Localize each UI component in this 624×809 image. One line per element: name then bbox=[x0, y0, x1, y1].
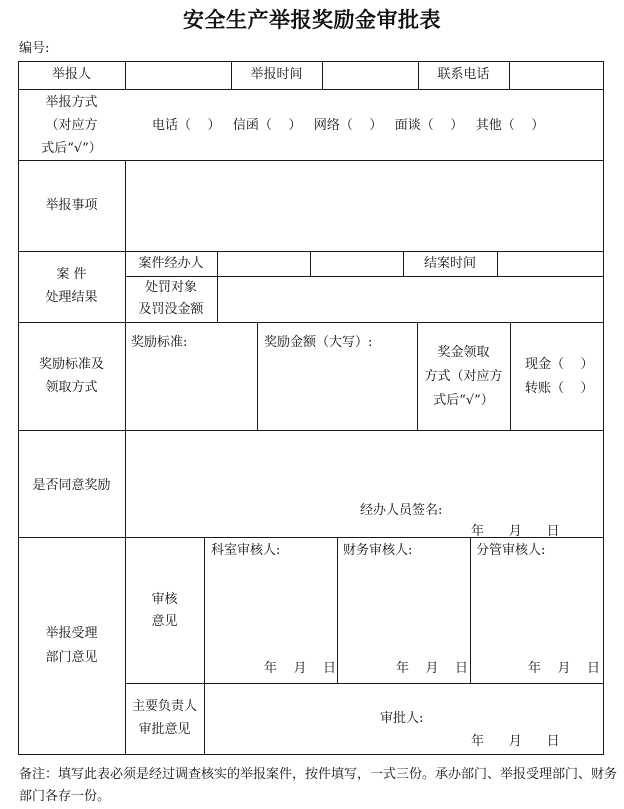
handler-signature-label: 经办人员签名: bbox=[360, 503, 443, 518]
chief-approval-date: 年 月 日 bbox=[471, 734, 560, 749]
report-method-label-line1: 举报方式 bbox=[45, 95, 98, 110]
reward-amount-label: 奖励金额（大写）: bbox=[264, 335, 373, 350]
leader-reviewer-label: 分管审核人: bbox=[476, 543, 546, 558]
report-method-label-line2: （对应方 bbox=[45, 118, 98, 133]
agree-reward-label: 是否同意奖励 bbox=[32, 478, 111, 493]
dept-opinion-label-line1: 举报受理 bbox=[45, 626, 98, 641]
review-opinion-label-line2: 意见 bbox=[151, 614, 178, 629]
chief-opinion-label-line2: 审批意见 bbox=[138, 722, 191, 737]
cash-option: 现金（ ） bbox=[525, 357, 594, 372]
case-handler-label: 案件经办人 bbox=[138, 256, 204, 271]
case-result-label-line1: 案 件 bbox=[56, 267, 87, 282]
footnote: 备注：填写此表必须是经过调查核实的举报案件，按件填写，一式三份。承办部门、举报受理部门、财务部门各存一份。 bbox=[19, 767, 618, 804]
report-matter-label: 举报事项 bbox=[45, 198, 98, 213]
penalty-target-label-line1: 处罚对象 bbox=[144, 280, 197, 295]
contact-phone-label: 联系电话 bbox=[437, 67, 490, 82]
reward-label-line1: 奖励标准及 bbox=[38, 357, 104, 372]
leader-review-date: 年 月 日 bbox=[528, 661, 601, 676]
finance-reviewer-label: 财务审核人: bbox=[343, 543, 413, 558]
reporter-label: 举报人 bbox=[51, 67, 91, 82]
dept-opinion-label-line2: 部门意见 bbox=[45, 650, 98, 665]
reward-standard-label: 奖励标准: bbox=[131, 335, 188, 350]
reward-label-line2: 领取方式 bbox=[45, 380, 98, 395]
finance-review-date: 年 月 日 bbox=[396, 661, 469, 676]
penalty-target-label-line2: 及罚没金额 bbox=[138, 302, 204, 317]
approver-label: 审批人: bbox=[380, 711, 424, 726]
page-title: 安全生产举报奖励金审批表 bbox=[183, 8, 441, 32]
office-review-date: 年 月 日 bbox=[264, 661, 337, 676]
report-method-options: 电话（ ） 信函（ ） 网络（ ） 面谈（ ） 其他（ ） bbox=[152, 118, 545, 133]
report-method-label-line3: 式后“√”） bbox=[41, 141, 102, 156]
report-time-label: 举报时间 bbox=[250, 67, 303, 82]
transfer-option: 转账（ ） bbox=[525, 381, 594, 396]
reward-method-label-line1: 奖金领取 bbox=[437, 345, 490, 360]
reward-method-label-line3: 式后“√”） bbox=[433, 393, 494, 408]
case-result-label-line2: 处理结果 bbox=[45, 290, 98, 305]
serial-number-label: 编号: bbox=[19, 41, 50, 56]
agree-date: 年 月 日 bbox=[471, 524, 560, 539]
chief-opinion-label-line1: 主要负责人 bbox=[131, 699, 197, 714]
case-close-time-label: 结案时间 bbox=[423, 256, 476, 271]
review-opinion-label-line1: 审核 bbox=[151, 592, 178, 607]
reward-method-label-line2: 方式（对应方 bbox=[424, 369, 503, 384]
office-reviewer-label: 科室审核人: bbox=[211, 543, 281, 558]
